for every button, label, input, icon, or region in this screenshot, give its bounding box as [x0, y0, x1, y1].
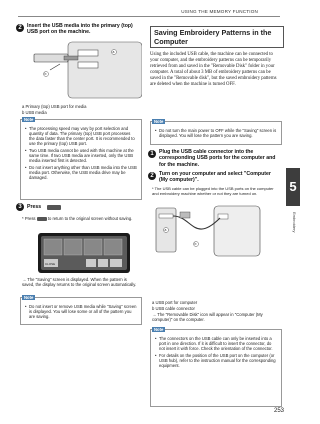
note-item: • Do not turn the main power to OFF while the "Saving" screen is displayed. You will lose the pattern you are saving.: [155, 128, 277, 138]
note-label: Note: [24, 295, 34, 300]
step-title: Plug the USB cable connector into the corresponding USB ports for the computer and for the machine.: [159, 149, 276, 168]
close-icon: [37, 217, 47, 221]
callout-a: a: [164, 227, 167, 232]
callout-a: a: [112, 49, 115, 54]
machine-usb-diagram: [20, 40, 142, 100]
note-item: • Do not insert anything other than USB media into the USB media port. Otherwise, the USB media drive may be damaged.: [25, 165, 137, 180]
usb-port-illustration: [20, 40, 142, 100]
step-result: [22, 277, 140, 287]
legend-text: USB cable connector: [155, 306, 195, 311]
save-icon: [47, 205, 61, 210]
chapter-tab[interactable]: 5: [286, 168, 300, 206]
legend-item: [152, 306, 195, 311]
note-item: • Do not insert or remove USB media while "Saving" screen is displayed. You will lose some or all of the pattern you are saving.: [25, 304, 137, 319]
step-number: 2: [16, 24, 24, 32]
bullet: *: [22, 216, 24, 221]
detail-text: Press: [24, 216, 36, 221]
note-label: Note: [154, 119, 164, 124]
legend-key: a: [152, 300, 155, 305]
page-header: USING THE MEMORY FUNCTION: [181, 9, 258, 14]
note-item: • The connectors on the USB cable can only be inserted into a port in one direction. If it is difficult to insert the connector, do not insert it with force. Check the orientation of the connector.: [155, 336, 277, 351]
intro-paragraph: Using the included USB cable, the machine can be connected to your computer, and the embroidery patterns can be temporarily retrieved from and saved in the "Removable Disk" folder in your computer. A total of about 3 MB of embroidery patterns can be saved in the "Removable disk", but the saved embroidery patterns are deleted when the machine is turned OFF.: [150, 52, 277, 87]
result-text: The "Removable Disk" icon will appear in "Computer (My computer)" on the computer.: [152, 312, 263, 323]
note-item: • Two USB media cannot be used with this machine at the same time. If two USB media are inserted, only the USB media inserted first is detected.: [25, 148, 137, 163]
step-result: [152, 312, 280, 322]
step-title: Insert the USB media into the primary (top) USB port on the machine.: [27, 23, 133, 36]
note-label: Note: [154, 327, 164, 332]
usb-cable-diagram: [152, 200, 262, 260]
lcd-screen: [38, 233, 130, 273]
legend-text: USB media: [25, 110, 47, 115]
note-list: [155, 336, 277, 370]
step-title: Press: [27, 204, 42, 210]
usb-cable-illustration: [152, 200, 262, 260]
step-number: 2: [148, 172, 156, 180]
callout-b: b: [44, 71, 47, 76]
section-title: Saving Embroidery Patterns in the Computer: [150, 26, 284, 48]
step-detail: * The USB cable can be plugged into the USB ports on the computer and embroidery machine whether or not they are turned on.: [152, 186, 274, 197]
chapter-tab-label: Embroidery: [292, 212, 297, 233]
arrow-icon: →: [152, 312, 157, 317]
arrow-icon: →: [22, 277, 27, 282]
legend-key: a: [22, 104, 25, 109]
note-list: [25, 126, 137, 181]
detail-text: to return to the original screen without saving.: [47, 216, 133, 221]
legend-key: b: [22, 110, 25, 115]
page-number: 253: [273, 408, 284, 414]
callout-b: b: [194, 241, 197, 246]
close-button[interactable]: CLOSE: [45, 262, 56, 266]
note-label: Note: [24, 117, 34, 122]
note-item: • For details on the position of the USB port on the computer (or USB hub), refer to the instruction manual for the corresponding equipment.: [155, 353, 277, 368]
result-text: The "Saving" screen is displayed. When the pattern is saved, the display returns to the original screen automatically.: [22, 277, 137, 288]
header-rule: [18, 16, 280, 17]
legend-item: [22, 104, 86, 109]
step-number: 1: [148, 150, 156, 158]
step-title: Turn on your computer and select "Computer (My computer)".: [159, 171, 271, 184]
note-list: [25, 304, 137, 321]
step-number: 3: [16, 203, 24, 211]
note-list: [155, 128, 277, 140]
legend-item: [22, 110, 47, 115]
legend-text: USB port for computer: [155, 300, 198, 305]
note-item: • The processing speed may vary by port selection and quantity of data. The primary (top) USB port processes the data faster than the center port. It is recommended to use the primary (top) USB port.: [25, 126, 137, 146]
legend-key: b: [152, 306, 155, 311]
legend-text: Primary (top) USB port for media: [25, 104, 87, 109]
legend-item: [152, 300, 197, 305]
step-detail: [22, 216, 140, 221]
